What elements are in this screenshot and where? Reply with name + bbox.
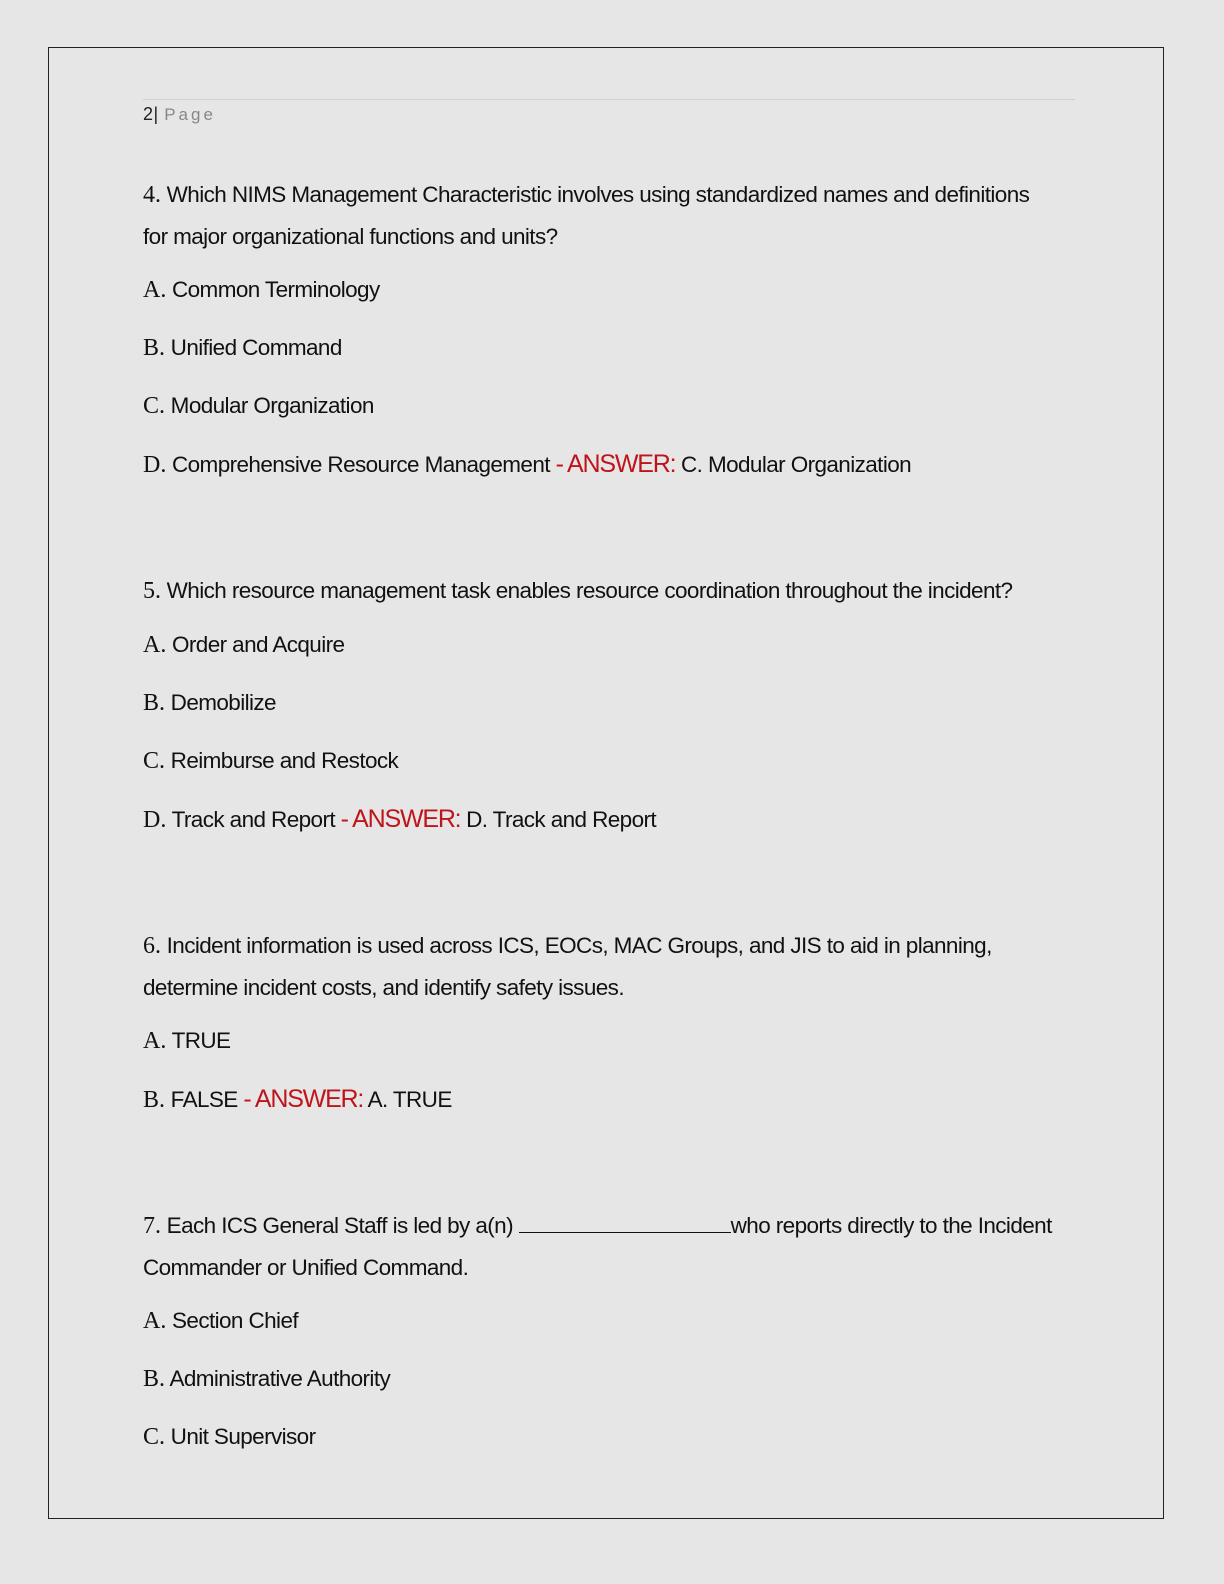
option-letter: B. xyxy=(143,335,166,361)
option-a xyxy=(143,1306,1053,1336)
option-letter: B. xyxy=(143,1366,166,1392)
question-4 xyxy=(143,174,1053,257)
answer-text: D. Track and Report xyxy=(466,807,657,832)
option-text: Order and Acquire xyxy=(172,632,345,657)
option-text: Modular Organization xyxy=(170,393,374,418)
option-text: FALSE xyxy=(170,1087,238,1112)
option-text: Unit Supervisor xyxy=(170,1424,316,1449)
question-6 xyxy=(143,925,1053,1008)
answer-text: C. Modular Organization xyxy=(681,452,912,477)
header-rule xyxy=(143,99,1075,100)
page-label: Page xyxy=(164,105,216,124)
option-a xyxy=(143,1026,1053,1056)
spacer xyxy=(143,863,1053,925)
question-block-4 xyxy=(143,174,1053,480)
question-5 xyxy=(143,570,1053,612)
answer-marker: - ANSWER: xyxy=(340,805,461,833)
option-letter: C. xyxy=(143,1424,166,1450)
option-c xyxy=(143,746,1053,776)
option-letter: D. xyxy=(143,452,167,478)
option-letter: A. xyxy=(143,1028,167,1054)
option-b xyxy=(143,333,1053,363)
question-text-before-blank: Each ICS General Staff is led by a(n) xyxy=(166,1213,513,1238)
question-number: 5. xyxy=(143,578,161,604)
option-text: Comprehensive Resource Management xyxy=(172,452,550,477)
question-block-6 xyxy=(143,925,1053,1115)
option-letter: C. xyxy=(143,393,166,419)
option-letter: A. xyxy=(143,1308,167,1334)
option-a xyxy=(143,275,1053,305)
question-text-after-blank: who reports directly to the Incident Commander or Unified Command. xyxy=(143,1213,1052,1280)
question-text: Which NIMS Management Characteristic involves using standardized names and definitions for major organizational functions and units? xyxy=(143,182,1030,249)
option-letter: A. xyxy=(143,277,167,303)
option-text: TRUE xyxy=(171,1028,231,1053)
option-text: Unified Command xyxy=(170,335,342,360)
answer-marker: - ANSWER: xyxy=(555,450,676,478)
question-text: Which resource management task enables resource coordination throughout the incident? xyxy=(166,578,1013,603)
option-d xyxy=(143,804,1053,835)
option-d xyxy=(143,449,1053,480)
answer-marker: - ANSWER: xyxy=(243,1085,364,1113)
question-block-5 xyxy=(143,570,1053,835)
document-content xyxy=(143,174,1053,1480)
option-b xyxy=(143,688,1053,718)
option-letter: A. xyxy=(143,632,167,658)
option-text: Track and Report xyxy=(171,807,335,832)
spacer xyxy=(143,1143,1053,1205)
page-number: 2 xyxy=(143,104,154,124)
question-block-7 xyxy=(143,1205,1053,1452)
header-separator: | xyxy=(153,104,159,124)
option-text: Section Chief xyxy=(172,1308,299,1333)
option-b xyxy=(143,1364,1053,1394)
option-b xyxy=(143,1084,1053,1115)
option-text: Administrative Authority xyxy=(169,1366,391,1391)
question-number: 7. xyxy=(143,1213,161,1239)
option-a xyxy=(143,630,1053,660)
option-letter: C. xyxy=(143,748,166,774)
spacer xyxy=(143,508,1053,570)
option-text: Demobilize xyxy=(170,690,276,715)
option-c xyxy=(143,391,1053,421)
fill-in-blank xyxy=(519,1214,731,1233)
option-letter: D. xyxy=(143,807,167,833)
option-letter: B. xyxy=(143,690,166,716)
question-number: 6. xyxy=(143,933,161,959)
option-c xyxy=(143,1422,1053,1452)
question-text: Incident information is used across ICS, EOCs, MAC Groups, and JIS to aid in planning, determine incident costs, and identify safety issues. xyxy=(143,933,992,1000)
option-letter: B. xyxy=(143,1087,166,1113)
question-number: 4. xyxy=(143,182,161,208)
option-text: Reimburse and Restock xyxy=(170,748,399,773)
option-text: Common Terminology xyxy=(172,277,380,302)
answer-text: A. TRUE xyxy=(367,1087,452,1112)
page-header xyxy=(143,104,216,125)
question-7 xyxy=(143,1205,1053,1288)
